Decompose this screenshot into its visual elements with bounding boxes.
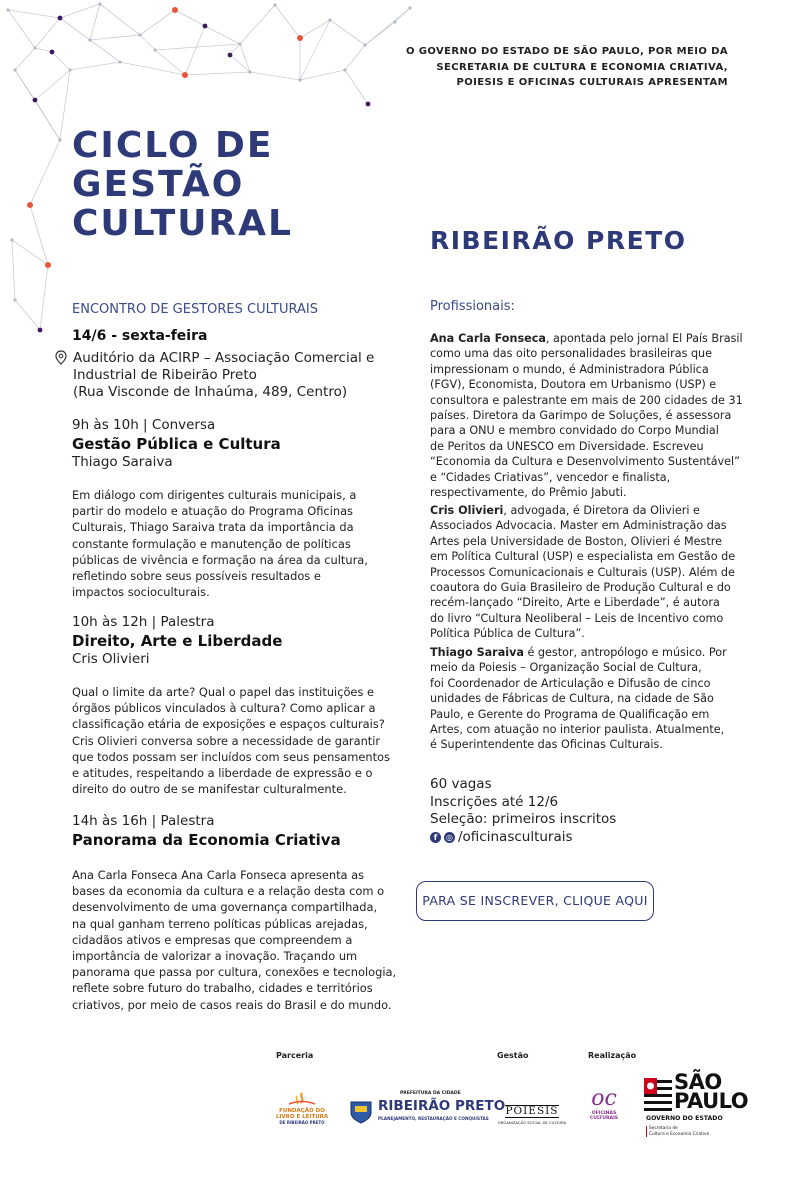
bio-line: é gestor, antropólogo e músico. Por: [523, 646, 727, 659]
bio-line: , apontada pelo jornal El País Brasil: [545, 332, 743, 345]
network-edge: [60, 18, 90, 40]
bio-line: como uma das oito personalidades brasileiras que: [430, 347, 713, 361]
sao-paulo-government-logo: [644, 1070, 749, 1146]
title-line: CULTURAL: [72, 203, 293, 244]
network-node: [33, 98, 38, 103]
bio-line: Artes pela Universidade de Boston, Olivieri é Mestre: [430, 534, 722, 548]
bio-line: é Superintendente das Oficinas Culturais.: [430, 738, 663, 752]
sp-flag-icon: [644, 1078, 672, 1112]
logo-text: CULTURAIS: [589, 1116, 619, 1121]
network-node: [297, 35, 303, 41]
bio-line: “Economia da Cultura e Desenvolvimento Sustentável”: [430, 455, 740, 469]
network-edge: [365, 8, 410, 45]
desc-line: órgãos públicos vinculados à cultura? Como aplicar a: [72, 701, 376, 716]
session-title: Gestão Pública e Cultura: [72, 435, 281, 453]
network-node: [238, 42, 241, 45]
management-label: Gestão: [497, 1051, 529, 1060]
network-edge: [30, 205, 48, 265]
network-edge: [8, 10, 60, 18]
venue-line: Industrial de Ribeirão Preto: [73, 367, 257, 383]
network-edge: [330, 20, 365, 45]
desc-line: Qual o limite da arte? Qual o papel das instituições e: [72, 685, 375, 699]
instagram-icon[interactable]: ◎: [444, 832, 455, 843]
venue-line: Auditório da ACIRP – Associação Comercial e: [73, 350, 375, 366]
network-edge: [185, 26, 205, 75]
network-node: [248, 70, 251, 73]
bio-line: unidades de Fábricas de Cultura, na cidade de São: [430, 692, 714, 706]
network-node: [363, 43, 366, 46]
network-edge: [12, 240, 15, 300]
coat-of-arms-icon: [348, 1099, 374, 1125]
network-node: [58, 16, 63, 21]
session-time: 14h às 16h | Palestra: [72, 813, 215, 829]
selection-criteria: Seleção: primeiros inscritos: [430, 811, 617, 827]
network-node: [203, 24, 208, 29]
session-description: [72, 867, 397, 1013]
network-node: [172, 7, 178, 13]
network-node: [408, 6, 411, 9]
location-pin-icon: [55, 350, 69, 370]
desc-line: criativos, por meio de casos reais do Brasil e do mundo.: [72, 997, 392, 1012]
bio-line: do livro “Cultura Neoliberal – Leis de Incentivo como: [430, 611, 724, 625]
network-edge: [120, 62, 185, 75]
enrollment-info: [430, 776, 616, 846]
network-node: [50, 50, 55, 55]
network-node: [6, 8, 9, 11]
session-speaker: Thiago Saraiva: [72, 454, 173, 470]
bio-name: Ana Carla Fonseca: [430, 332, 546, 345]
presenters-text: [368, 44, 728, 91]
logo-text: ORGANIZAÇÃO SOCIAL DE CULTURA: [497, 1120, 567, 1125]
bio-line: países. Diretora da Garimpo de Soluções, é assessora: [430, 409, 732, 423]
network-node: [33, 46, 36, 49]
logo-text: PAULO: [674, 1089, 749, 1113]
desc-line: e atitudes, respeitando a liberdade de expressão e o: [72, 766, 373, 781]
session-description: [72, 684, 390, 797]
logo-text: DE RIBEIRÃO PRETO: [279, 1120, 325, 1125]
bio-cris-olivieri: [430, 503, 735, 642]
network-edge: [12, 240, 48, 265]
social-links: [430, 829, 616, 847]
network-edge: [35, 18, 60, 48]
desc-line: que todos possam ser incluídos com seus pensamentos: [72, 749, 390, 764]
desc-line: Ana Carla Fonseca Ana Carla Fonseca apresenta as: [72, 868, 365, 882]
bio-line: e “Cidades Criativas”, vencedor e finalista,: [430, 470, 671, 484]
bio-line: para a ONU e membro convidado do Corpo Mundial: [430, 424, 719, 438]
network-edge: [250, 72, 300, 80]
bio-line: impressionam o mundo, é Administradora Pública: [430, 362, 709, 376]
session-time: 9h às 10h | Conversa: [72, 417, 216, 433]
network-edge: [8, 10, 35, 48]
network-edge: [35, 48, 52, 52]
session-speaker: Cris Olivieri: [72, 651, 150, 667]
fundacao-livro-leitura-logo: [272, 1088, 332, 1130]
desc-line: classificação etária de exposições e espaços culturais?: [72, 717, 385, 732]
network-edge: [155, 50, 185, 75]
bio-line: (FGV), Economista, Doutora em Urbanismo (USP) e: [430, 378, 717, 392]
oficinas-culturais-logo: [586, 1078, 622, 1130]
network-edge: [90, 35, 140, 40]
session-title: Panorama da Economia Criativa: [72, 831, 341, 849]
city-title: RIBEIRÃO PRETO: [430, 226, 687, 255]
desc-line: Cris Olivieri conversa sobre a necessidade de garantir: [72, 733, 381, 748]
section-label-encounter: ENCONTRO DE GESTORES CULTURAIS: [72, 302, 318, 317]
poiesis-logo: [496, 1102, 568, 1128]
desc-line: desenvolvimento de uma governança compartilhada,: [72, 900, 378, 915]
realization-label: Realização: [588, 1051, 637, 1060]
desc-line: bases da economia da cultura e a relação desta com o: [72, 884, 385, 899]
network-node: [38, 328, 43, 333]
network-edge: [300, 70, 345, 80]
event-title: [72, 126, 293, 243]
network-edge: [345, 45, 365, 70]
desc-line: refletindo sobre seus possíveis resultados e: [72, 569, 321, 584]
bio-line: Processos Comunicacionais e Culturais (USP). Além de: [430, 565, 735, 579]
bio-name: Cris Olivieri: [430, 504, 504, 517]
network-node: [98, 2, 101, 5]
social-handle[interactable]: /oficinasculturais: [458, 828, 573, 845]
network-edge: [70, 62, 120, 70]
network-node: [118, 60, 121, 63]
presenters-line: SECRETARIA DE CULTURA E ECONOMIA CRIATIVA,: [436, 61, 728, 73]
bio-line: , advogada, é Diretora da Olivieri e: [503, 504, 700, 517]
desc-line: constante formulação e manutenção de políticas: [72, 536, 351, 551]
bio-name: Thiago Saraiva: [430, 646, 524, 659]
network-node: [182, 72, 188, 78]
network-node: [328, 18, 331, 21]
network-edge: [275, 5, 300, 38]
desc-line: importância de valorizar a inovação. Traçando um: [72, 949, 358, 964]
network-node: [298, 78, 301, 81]
network-edge: [185, 72, 250, 75]
network-node: [45, 262, 51, 268]
network-edge: [15, 70, 60, 140]
bio-line: de Peritos da UNESCO em Diversidade. Escreveu: [430, 439, 704, 453]
network-edge: [35, 70, 70, 100]
enrollment-deadline: Inscrições até 12/6: [430, 793, 559, 810]
network-node: [88, 38, 91, 41]
network-edge: [52, 52, 70, 70]
logo-text: PREFEITURA DA CIDADE: [400, 1091, 461, 1096]
bio-line: coautora do Guia Brasileiro de Produção Cultural e do: [430, 581, 731, 595]
logo-text: OFICINAS: [591, 1111, 617, 1116]
bio-thiago-saraiva: [430, 645, 727, 753]
network-edge: [140, 10, 175, 35]
logo-text: LIVRO E LEITURA: [275, 1114, 329, 1120]
facebook-icon[interactable]: f: [430, 832, 441, 843]
logo-text: POIESIS: [505, 1105, 559, 1117]
prefeitura-ribeirao-preto-logo: [348, 1091, 506, 1129]
book-flame-icon: [287, 1092, 317, 1108]
logo-text: GOVERNO DO ESTADO: [646, 1115, 723, 1122]
title-line: CICLO DE: [72, 125, 274, 166]
network-edge: [90, 4, 100, 40]
network-node: [393, 20, 396, 23]
desc-line: panorama que passa por cultura, conexões e tecnologia,: [72, 965, 397, 980]
network-edge: [60, 4, 100, 18]
network-node: [13, 298, 16, 301]
logo-text: Cultura e Economia Criativa: [649, 1131, 710, 1137]
network-node: [27, 202, 33, 208]
bio-line: Associados Advocacia. Master em Administração das: [430, 519, 727, 533]
desc-line: Em diálogo com dirigentes culturais municipais, a: [72, 488, 357, 502]
logo-text: FUNDAÇÃO DO: [279, 1108, 325, 1114]
network-node: [68, 68, 71, 71]
bio-line: recém-lançado “Direito, Arte e Liberdade”, é autora: [430, 596, 720, 610]
network-edge: [30, 140, 60, 205]
section-label-professionals: Profissionais:: [430, 299, 515, 314]
network-edge: [345, 70, 368, 104]
network-edge: [140, 35, 155, 50]
network-node: [153, 48, 156, 51]
session-time: 10h às 12h | Palestra: [72, 614, 215, 630]
presenters-line: O GOVERNO DO ESTADO DE SÃO PAULO, POR MEIO DA: [405, 46, 728, 57]
network-edge: [175, 10, 205, 26]
bio-line: Paulo, e Gerente do Programa de Qualificação em: [430, 707, 710, 721]
venue: [55, 350, 374, 401]
partnership-label: Parceria: [276, 1051, 314, 1060]
event-date: 14/6 - sexta-feira: [72, 328, 208, 344]
session-description: [72, 487, 372, 600]
desc-line: na qual ganham terreno políticas públicas arejadas,: [72, 916, 368, 931]
network-edge: [90, 40, 120, 62]
bio-line: meio da Poiesis – Organização Social de Cultura,: [430, 661, 702, 675]
bio-line: Política Pública de Cultura”.: [430, 627, 585, 641]
network-node: [138, 33, 141, 36]
network-node: [366, 102, 371, 107]
network-edge: [240, 5, 275, 44]
network-edge: [15, 48, 35, 70]
bio-line: consultora e palestrante em mais de 200 cidades de 31: [430, 393, 743, 407]
bio-line: respectivamente, do Prêmio Jabuti.: [430, 486, 627, 500]
desc-line: Culturais, Thiago Saraiva trata da importância da: [72, 520, 354, 535]
network-node: [58, 138, 61, 141]
desc-line: direito do outro de se manifestar culturalmente.: [72, 782, 347, 797]
presenters-line: POIESIS E OFICINAS CULTURAIS APRESENTAM: [456, 77, 728, 88]
bio-ana-carla: [430, 331, 743, 500]
session-title: Direito, Arte e Liberdade: [72, 632, 283, 650]
network-node: [10, 238, 13, 241]
bio-line: em Política Cultural (USP) e especialista em Gestão de: [430, 550, 736, 564]
network-node: [273, 3, 276, 6]
desc-line: públicas de vivência e formação na área da cultura,: [72, 552, 368, 567]
desc-line: cidadãos ativos e empresas que compreendem a: [72, 932, 353, 947]
network-edge: [60, 70, 70, 140]
logo-text: SÃO: [674, 1070, 722, 1094]
title-line: GESTÃO: [72, 164, 245, 205]
desc-line: impactos socioculturais.: [72, 585, 210, 600]
network-node: [343, 68, 346, 71]
register-button[interactable]: PARA SE INSCREVER, CLIQUE AQUI: [416, 881, 654, 921]
oc-monogram-icon: oc: [591, 1086, 617, 1111]
network-node: [228, 53, 233, 58]
bio-line: foi Coordenador de Articulação e Difusão de cinco: [430, 676, 711, 690]
logo-text: PLANEJAMENTO, RESTAURAÇÃO E CONQUISTAS: [378, 1116, 489, 1121]
network-edge: [15, 300, 40, 330]
venue-line: (Rua Visconde de Inhaúma, 489, Centro): [73, 384, 348, 400]
logo-text: RIBEIRÃO PRETO: [378, 1098, 506, 1114]
logo-text: Secretaria de: [649, 1126, 678, 1131]
network-edge: [100, 4, 140, 35]
network-edge: [205, 26, 240, 44]
network-node: [13, 68, 16, 71]
vacancies: 60 vagas: [430, 776, 492, 792]
bio-line: Artes, com atuação no interior paulista. Atualmente,: [430, 723, 725, 737]
desc-line: partir do modelo e atuação do Programa Oficinas: [72, 504, 353, 519]
network-edge: [40, 265, 48, 330]
desc-line: reflete sobre futuro do trabalho, cidades e territórios: [72, 981, 373, 996]
